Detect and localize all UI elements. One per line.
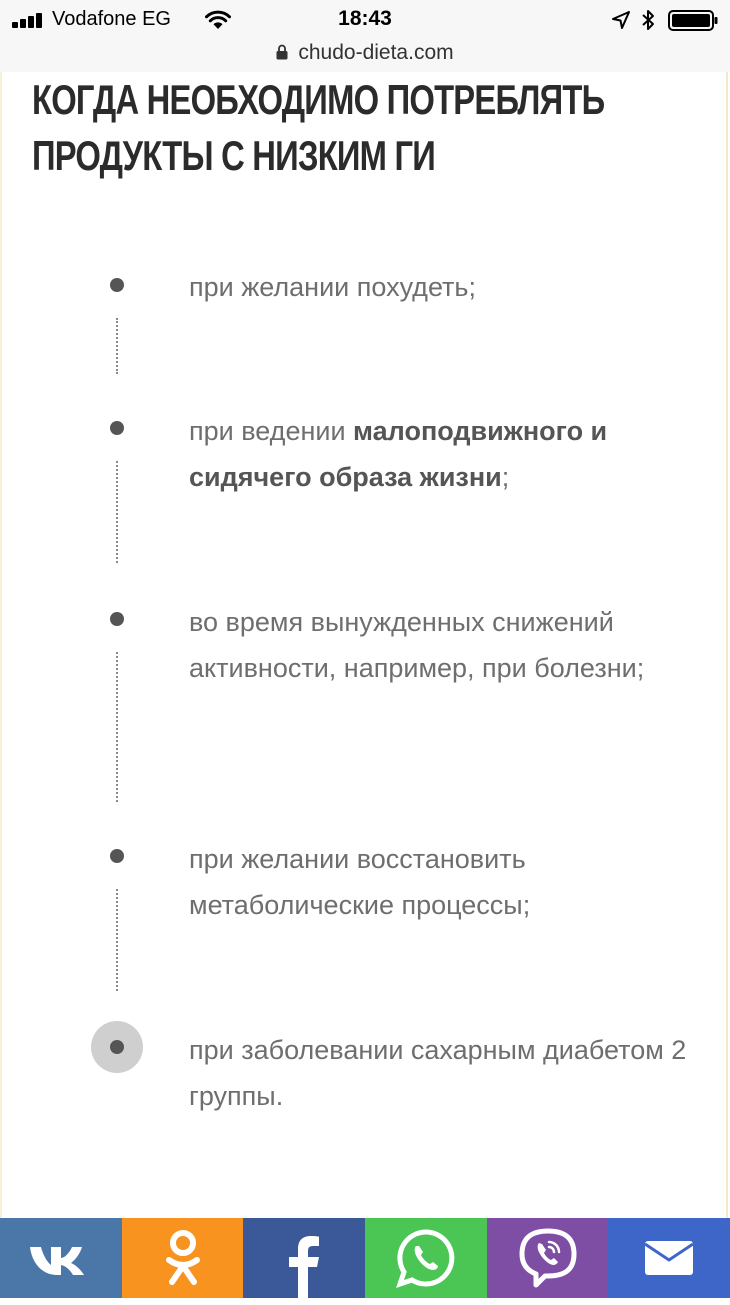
dotted-connector — [116, 889, 118, 991]
bullet-dot — [110, 278, 124, 292]
list-item-text: при ведении малоподвижного и сидячего образа жизни; — [189, 416, 608, 492]
share-odnoklassniki-button[interactable] — [122, 1218, 244, 1298]
list-item-text: при заболевании сахарным диабетом 2 группы. — [189, 1035, 687, 1111]
share-facebook-button[interactable] — [243, 1218, 365, 1298]
list-item-text: при желании восстановить метаболические процессы; — [189, 844, 531, 920]
address-bar[interactable] — [0, 40, 730, 72]
bluetooth-icon — [640, 8, 656, 32]
bullet-dot — [110, 612, 124, 626]
url-text[interactable]: chudo-dieta.com — [298, 41, 454, 64]
bold-text: малоподвижного и сидячего образа жизни — [189, 416, 608, 492]
battery-icon — [668, 10, 718, 31]
bullet-list — [2, 72, 728, 1218]
bullet-dot — [110, 421, 124, 435]
odnoklassniki-icon — [163, 1228, 203, 1288]
share-whatsapp-button[interactable] — [365, 1218, 487, 1298]
dotted-connector — [116, 652, 118, 802]
article-content — [0, 72, 728, 1218]
bullet-dot — [110, 849, 124, 863]
lock-icon — [276, 44, 288, 60]
vk-icon — [26, 1238, 96, 1278]
status-time: 18:43 — [338, 7, 392, 30]
status-bar — [0, 0, 730, 40]
share-email-button[interactable] — [608, 1218, 730, 1298]
title-line-1: КОГДА НЕОБХОДИМО ПОТРЕБЛЯТЬ — [32, 76, 605, 123]
viber-icon — [518, 1227, 578, 1289]
list-item-text: при желании похудеть; — [189, 272, 476, 302]
title-line-2: ПРОДУКТЫ С НИЗКИМ ГИ — [32, 132, 436, 179]
share-vk-button[interactable] — [0, 1218, 122, 1298]
facebook-icon — [284, 1235, 324, 1305]
whatsapp-icon — [396, 1228, 456, 1288]
list-item-text: во время вынужденных снижений активности, например, при болезни; — [189, 607, 645, 683]
dotted-connector — [116, 461, 118, 563]
carrier-name: Vodafone EG — [52, 8, 171, 30]
location-icon — [611, 10, 631, 30]
bullet-dot-active — [91, 1021, 143, 1073]
share-viber-button[interactable] — [487, 1218, 609, 1298]
email-icon — [644, 1240, 694, 1276]
dotted-connector — [116, 318, 118, 374]
share-bar — [0, 1218, 730, 1298]
